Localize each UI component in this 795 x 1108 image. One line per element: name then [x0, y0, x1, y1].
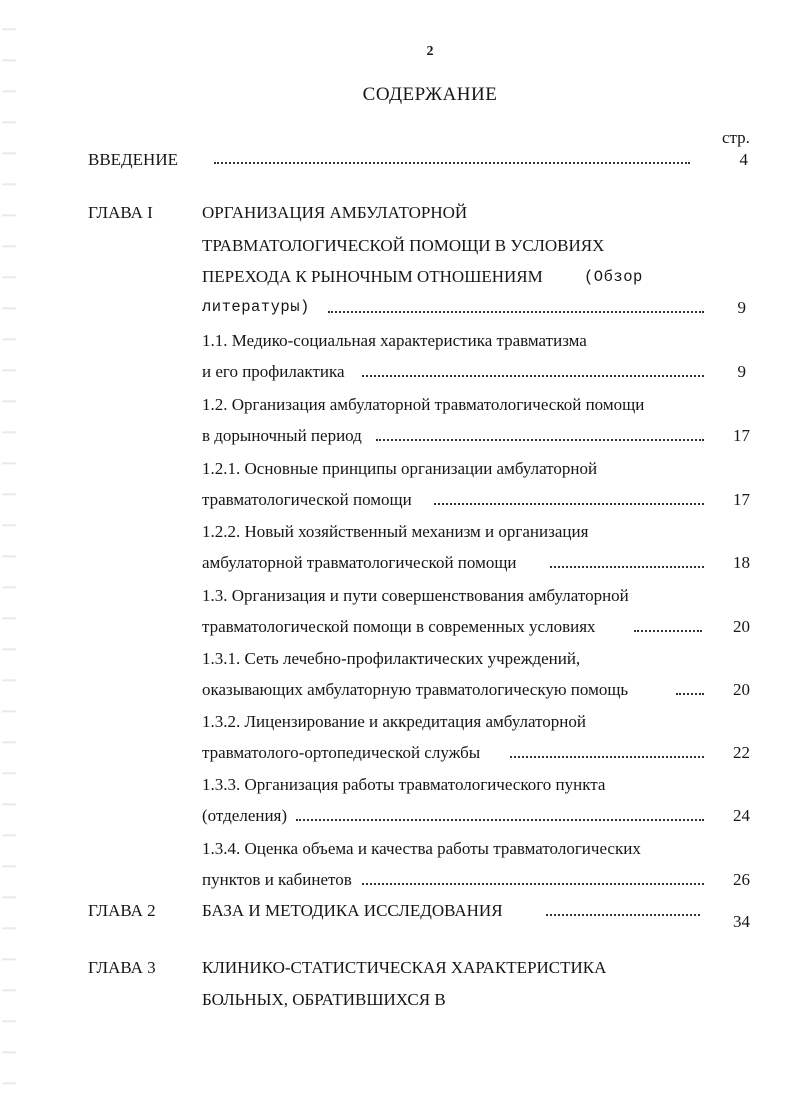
chapter1-title-last: литературы) [202, 298, 310, 316]
section-1-2-line2: в дорыночный период [202, 426, 362, 445]
toc-leader-dots [676, 693, 704, 695]
section-1-2-2-line2: амбулаторной травматологической помощи [202, 553, 517, 572]
section-1-3-4-line1: 1.3.4. Оценка объема и качества работы травматологических [202, 839, 641, 858]
chapter2-label: ГЛАВА 2 [88, 901, 156, 920]
section-1-3-2-page: 22 [733, 743, 750, 762]
section-1-3-1-line1: 1.3.1. Сеть лечебно-профилактических учреждений, [202, 649, 581, 668]
chapter2-title: БАЗА И МЕТОДИКА ИССЛЕДОВАНИЯ [202, 901, 503, 920]
section-1-1-line2: и его профилактика [202, 362, 345, 381]
intro-label: ВВЕДЕНИЕ [88, 150, 178, 169]
section-1-3-1-page: 20 [733, 680, 750, 699]
section-1-2-line1: 1.2. Организация амбулаторной травматологической помощи [202, 395, 645, 414]
intro-page: 4 [739, 150, 748, 169]
page-number: 2 [426, 44, 434, 59]
section-1-3-3-line1: 1.3.3. Организация работы травматологического пункта [202, 775, 606, 794]
toc-leader-dots [296, 819, 704, 821]
section-1-2-1-page: 17 [733, 490, 750, 509]
section-1-3-2-line2: травматолого-ортопедической службы [202, 743, 481, 762]
chapter1-title-line2: ТРАВМАТОЛОГИЧЕСКОЙ ПОМОЩИ В УСЛОВИЯХ [202, 236, 605, 255]
toc-leader-dots [546, 914, 700, 916]
chapter1-title-line1: ОРГАНИЗАЦИЯ АМБУЛАТОРНОЙ [202, 203, 468, 222]
toc-leader-dots [362, 375, 704, 377]
chapter1-title-line3: ПЕРЕХОДА К РЫНОЧНЫМ ОТНОШЕНИЯМ [202, 267, 543, 286]
section-1-3-1-line2: оказывающих амбулаторную травматологическую помощь [202, 680, 629, 699]
chapter3-label: ГЛАВА 3 [88, 958, 156, 977]
section-1-3-3-page: 24 [733, 806, 750, 825]
chapter3-title-line1: КЛИНИКО-СТАТИСТИЧЕСКАЯ ХАРАКТЕРИСТИКА [202, 958, 607, 977]
chapter3-title-line2: БОЛЬНЫХ, ОБРАТИВШИХСЯ В [202, 990, 446, 1009]
chapter1-page: 9 [737, 298, 746, 317]
toc-leader-dots [550, 566, 704, 568]
section-1-2-1-line2: травматологической помощи [202, 490, 412, 509]
chapter2-page: 34 [733, 912, 750, 931]
section-1-3-2-line1: 1.3.2. Лицензирование и аккредитация амбулаторной [202, 712, 586, 731]
chapter1-label: ГЛАВА I [88, 203, 153, 222]
page-title: СОДЕРЖАНИЕ [362, 84, 498, 105]
section-1-2-1-line1: 1.2.1. Основные принципы организации амбулаторной [202, 459, 598, 478]
toc-leader-dots [634, 630, 702, 632]
toc-leader-dots [376, 439, 704, 441]
section-1-3-line2: травматологической помощи в современных условиях [202, 617, 596, 636]
section-1-3-3-line2: (отделения) [202, 806, 288, 825]
toc-leader-dots [214, 162, 690, 164]
section-1-2-2-line1: 1.2.2. Новый хозяйственный механизм и организация [202, 522, 589, 541]
chapter1-title-suffix: (Обзор [584, 268, 643, 286]
page-column-header: стр. [722, 128, 750, 147]
toc-leader-dots [328, 311, 704, 313]
section-1-2-2-page: 18 [733, 553, 750, 572]
toc-leader-dots [362, 883, 704, 885]
section-1-3-4-line2: пунктов и кабинетов [202, 870, 352, 889]
section-1-3-line1: 1.3. Организация и пути совершенствования амбулаторной [202, 586, 629, 605]
toc-leader-dots [510, 756, 704, 758]
section-1-1-page: 9 [737, 362, 746, 381]
toc-leader-dots [434, 503, 704, 505]
section-1-2-page: 17 [733, 426, 750, 445]
scan-edge-artifact [2, 0, 16, 1108]
section-1-3-4-page: 26 [733, 870, 750, 889]
section-1-3-page: 20 [733, 617, 750, 636]
section-1-1-line1: 1.1. Медико-социальная характеристика травматизма [202, 331, 587, 350]
